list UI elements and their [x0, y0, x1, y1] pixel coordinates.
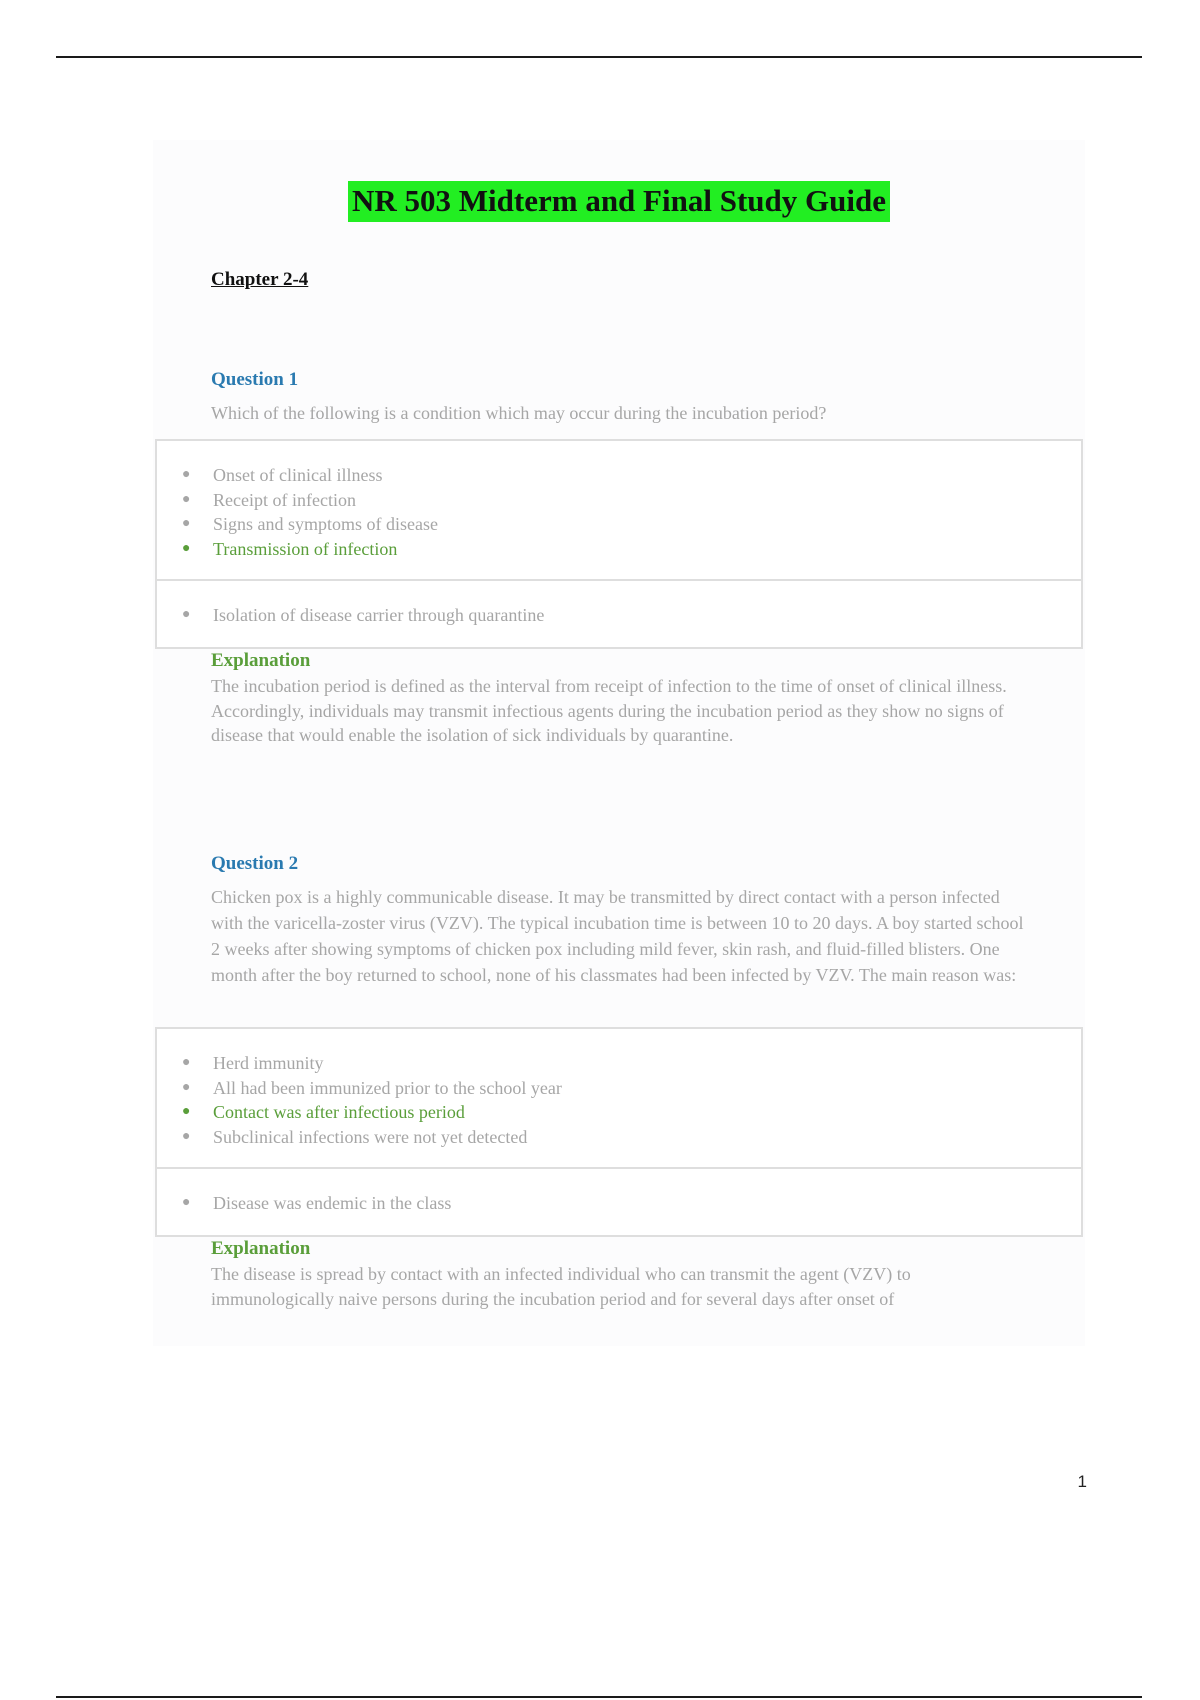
question-2-options-box	[155, 1027, 1083, 1169]
bullet-icon: ●	[182, 607, 191, 622]
question-2-explanation: The disease is spread by contact with an infected individual who can transmit the agent (VZV) to immunologically naive persons during the incubation period and for several days after onset of	[211, 1264, 911, 1309]
question-1-option[interactable]	[157, 603, 1081, 628]
question-1-option[interactable]	[157, 512, 1081, 537]
question-2-extra-option-box	[155, 1167, 1083, 1237]
question-2-text: Chicken pox is a highly communicable disease. It may be transmitted by direct contact with a person infected with the varicella-zoster virus (VZV). The typical incubation time is between 10 to 20 days. A boy started school 2 weeks after showing symptoms of chicken pox including mild fever, skin rash, and fluid-filled blisters. One month after the boy returned to school, none of his classmates had been infected by VZV. The main reason was:	[211, 887, 1024, 985]
question-1-option[interactable]	[157, 463, 1081, 488]
bullet-icon: ●	[182, 1195, 191, 1210]
page-number: 1	[1077, 1472, 1087, 1491]
document-title: NR 503 Midterm and Final Study Guide	[348, 181, 890, 222]
question-2-option-correct[interactable]	[157, 1100, 1081, 1125]
option-label: Onset of clinical illness	[213, 465, 383, 485]
option-label: Subclinical infections were not yet detected	[213, 1126, 528, 1147]
footer-rule	[56, 1696, 1142, 1698]
bullet-icon: ●	[182, 1055, 191, 1070]
option-label: Disease was endemic in the class	[213, 1193, 452, 1213]
question-2-option[interactable]	[157, 1076, 1081, 1101]
question-2-explanation-label: Explanation	[211, 1238, 311, 1259]
question-1-option[interactable]	[157, 488, 1081, 513]
bullet-icon: ●	[182, 516, 191, 531]
bullet-icon: ●	[182, 1128, 191, 1144]
question-1-extra-options-list	[157, 603, 1081, 628]
question-1-explanation-label: Explanation	[211, 650, 311, 671]
question-2-option[interactable]	[157, 1051, 1081, 1076]
bullet-icon: ●	[182, 467, 191, 482]
title-container	[153, 181, 1085, 222]
question-2-option[interactable]	[157, 1191, 1081, 1216]
header-rule	[56, 56, 1142, 58]
option-label: Isolation of disease carrier through quarantine	[213, 605, 545, 625]
bullet-icon: ●	[182, 540, 191, 556]
bullet-icon: ●	[182, 491, 191, 507]
question-1-explanation: The incubation period is defined as the interval from receipt of infection to the time of onset of clinical illness. Accordingly, individuals may transmit infectious agents during the incubation period as they show no signs of disease that would enable the isolation of sick individuals by quarantine.	[211, 676, 1007, 745]
option-label: All had been immunized prior to the school year	[213, 1077, 562, 1098]
option-label: Herd immunity	[213, 1053, 324, 1073]
question-2-extra-options-list	[157, 1191, 1081, 1216]
question-2-option[interactable]	[157, 1125, 1081, 1150]
question-2-heading: Question 2	[211, 853, 299, 874]
bullet-icon: ●	[182, 1079, 191, 1095]
question-1-heading: Question 1	[211, 369, 299, 390]
option-label: Transmission of infection	[213, 538, 398, 559]
question-2-options-list	[157, 1051, 1081, 1149]
option-label: Contact was after infectious period	[213, 1102, 465, 1122]
question-1-options-list	[157, 463, 1081, 561]
question-1-options-box	[155, 439, 1083, 581]
question-1-option-correct[interactable]	[157, 537, 1081, 562]
bullet-icon: ●	[182, 1104, 191, 1119]
study-guide-sheet	[153, 140, 1085, 1346]
option-label: Receipt of infection	[213, 489, 356, 510]
chapter-heading: Chapter 2-4	[211, 269, 309, 290]
question-1-text: Which of the following is a condition which may occur during the incubation period?	[211, 403, 827, 423]
option-label: Signs and symptoms of disease	[213, 514, 438, 534]
question-1-extra-option-box	[155, 579, 1083, 649]
